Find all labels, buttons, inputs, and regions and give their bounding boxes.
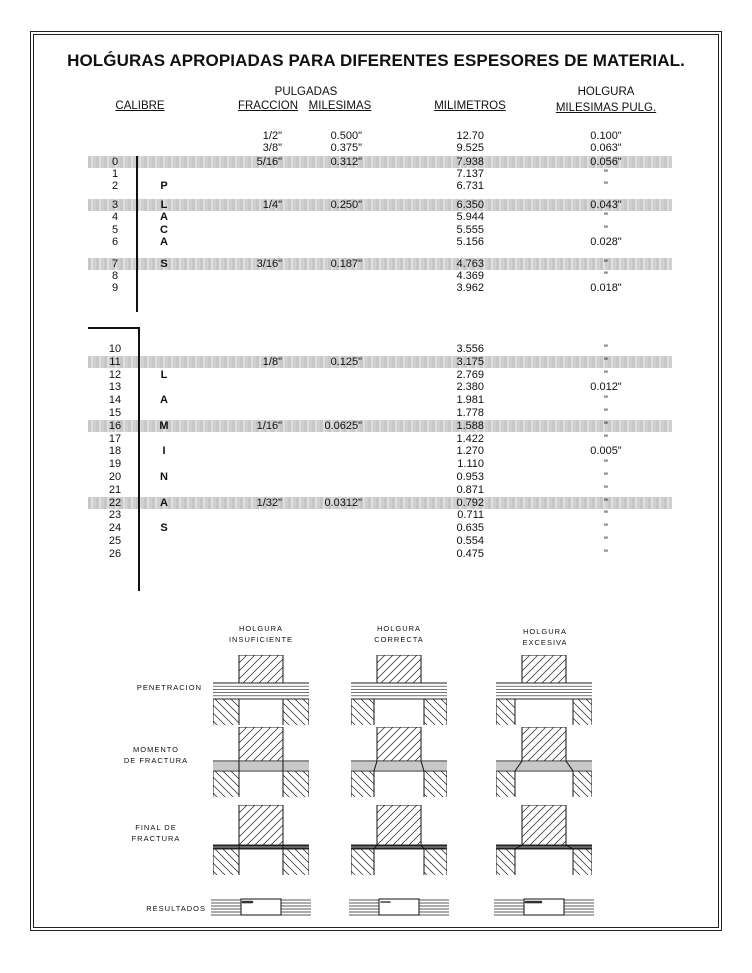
cell-holgura: " [604,407,608,419]
cell-milimetros: 1.270 [456,445,484,458]
cell-fraccion: 5/16" [256,156,282,168]
cell-calibre: 26 [108,547,122,560]
col-label-correcta-line1: HOLGURA [376,624,422,633]
cell-holgura: 0.018" [590,282,622,294]
cell-holgura: " [604,211,608,223]
cell-milimetros: 5.156 [456,236,484,248]
cell-holgura: " [604,535,608,547]
cell-fraccion: 3/8" [262,142,282,154]
cell-milesimas: 0.250" [330,199,362,211]
cell-milimetros: 3.962 [456,282,484,294]
cell-milimetros: 4.763 [456,258,484,270]
cell-calibre: 12 [108,368,122,381]
cell-milimetros: 2.769 [456,368,484,381]
cell-fraccion: 3/16" [256,258,282,270]
diagram-correcta-resultado [349,896,449,918]
cell-milesimas: 0.187" [330,258,362,270]
table-row [0,142,752,154]
cell-letter: M [159,419,169,432]
cell-milesimas: 0.312" [330,156,362,168]
cell-milimetros: 3.175 [456,355,484,368]
cell-fraccion: 1/32" [256,496,282,509]
cell-letter: A [160,496,168,509]
cell-calibre: 1 [111,168,119,180]
cell-calibre: 21 [108,483,122,496]
header-holgura: HOLGURA [577,86,635,98]
cell-milesimas: 0.375" [330,142,362,154]
cell-calibre: 20 [108,471,122,483]
cell-milimetros: 3.556 [456,343,484,355]
cell-milesimas: 0.500" [330,130,362,142]
row-label-final-line1: FINAL DE [135,823,177,832]
cell-calibre: 22 [108,496,122,509]
cell-holgura: " [604,509,608,522]
cell-holgura: 0.100" [590,130,622,142]
cell-milimetros: 7.137 [456,168,484,180]
cell-calibre: 7 [111,258,119,270]
cell-milimetros: 2.380 [456,381,484,394]
diagram-insuficiente-stage-1 [213,655,309,725]
cell-calibre: 6 [111,236,119,248]
cell-milimetros: 1.588 [456,419,484,432]
row-label-final [110,822,202,844]
cell-milesimas: 0.0625" [324,419,362,432]
cell-milimetros: 1.110 [457,458,484,471]
header-milesimas: MILESIMAS [308,100,372,112]
cell-milimetros: 6.731 [456,180,484,192]
cell-calibre: 13 [108,381,122,394]
cell-holgura: " [604,368,608,381]
cell-milimetros: 0.554 [456,535,484,547]
cell-milimetros: 0.635 [456,522,484,535]
page-title: HOLǴURAS APROPIADAS PARA DIFERENTES ESPESORES DE MATERIAL. [67,51,685,70]
cell-holgura: " [604,432,608,445]
cell-letter: P [160,180,168,192]
col-label-insuficiente [216,623,306,645]
diagram-excesiva-stage-2 [496,727,592,797]
col-label-excesiva-line1: HOLGURA [522,627,568,636]
cell-milimetros: 9.525 [456,142,484,154]
cell-letter: C [160,224,168,236]
cell-milimetros: 5.944 [456,211,484,223]
cell-holgura: " [604,355,608,368]
cell-holgura: 0.043" [590,199,622,211]
diagram-insuficiente-resultado [211,896,311,918]
row-label-resultados [110,903,206,914]
cell-calibre: 17 [108,432,122,445]
cell-holgura: " [604,394,608,407]
cell-calibre: 5 [111,224,119,236]
row-label-penetracion-line1: PENETRACION [136,683,202,692]
cell-holgura: " [604,419,608,432]
cell-calibre: 18 [108,445,122,458]
cell-holgura: " [604,258,608,270]
row-label-momento-line2: DE FRACTURA [123,756,189,765]
cell-holgura: 0.028" [590,236,622,248]
diagram-excesiva-stage-3 [496,805,592,875]
cell-milesimas: 0.125" [330,355,362,368]
table-row [0,130,752,142]
cell-milimetros: 1.422 [456,432,484,445]
cell-letter: A [160,211,168,223]
col-label-correcta [354,623,444,645]
cell-milimetros: 6.350 [456,199,484,211]
header-calibre: CALIBRE [115,100,165,112]
cell-milimetros: 1.981 [456,394,484,407]
header-holgura-milesimas: MILESIMAS PULG. [555,102,657,114]
cell-holgura: 0.005" [590,445,622,458]
diagram-correcta-stage-1 [351,655,447,725]
cell-fraccion: 1/4" [262,199,282,211]
row-label-resultados-line1: RESULTADOS [146,904,206,913]
cell-letter: L [160,199,168,211]
cell-letter: I [162,445,166,458]
cell-milimetros: 0.792 [456,496,484,509]
cell-milimetros: 12.70 [456,130,484,142]
cell-milesimas: 0.0312" [324,496,362,509]
cell-milimetros: 0.871 [456,483,484,496]
col-label-insuficiente-line2: INSUFICIENTE [228,635,294,644]
cell-calibre: 10 [108,343,122,355]
placas-bracket [88,156,138,312]
cell-holgura: " [604,471,608,483]
cell-calibre: 14 [108,394,122,407]
cell-calibre: 24 [108,522,122,535]
cell-milimetros: 5.555 [456,224,484,236]
cell-calibre: 4 [111,211,119,223]
cell-letter: A [160,394,168,407]
row-label-penetracion [110,682,202,693]
row-label-momento-line1: MOMENTO [132,745,180,754]
cell-milimetros: 4.369 [456,270,484,282]
cell-calibre: 0 [111,156,119,168]
cell-holgura: " [604,547,608,560]
cell-letter: L [160,368,168,381]
cell-fraccion: 1/16" [256,419,282,432]
diagram-correcta-stage-2 [351,727,447,797]
cell-holgura: " [604,180,608,192]
cell-fraccion: 1/8" [262,355,282,368]
cell-calibre: 2 [111,180,119,192]
header-milimetros: MILIMETROS [434,100,506,112]
header-fraccion: FRACCION [237,100,299,112]
cell-holgura: " [604,522,608,535]
cell-milimetros: 7.938 [456,156,484,168]
cell-calibre: 25 [108,535,122,547]
cell-letter: S [160,258,168,270]
col-label-correcta-line2: CORRECTA [374,635,424,644]
cell-calibre: 11 [109,355,121,368]
cell-fraccion: 1/2" [262,130,282,142]
cell-holgura: " [604,458,608,471]
cell-holgura: " [604,224,608,236]
cell-holgura: " [604,270,608,282]
cell-letter: S [160,522,168,535]
cell-milimetros: 1.778 [456,407,484,419]
cell-calibre: 9 [111,282,119,294]
cell-calibre: 8 [111,270,119,282]
cell-calibre: 3 [111,199,119,211]
col-label-insuficiente-line1: HOLGURA [238,624,284,633]
cell-holgura: " [604,168,608,180]
cell-calibre: 19 [108,458,122,471]
diagram-excesiva-stage-1 [496,655,592,725]
header-pulgadas: PULGADAS [274,86,338,98]
row-label-final-line2: FRACTURA [131,834,181,843]
diagram-excesiva-resultado [494,896,594,918]
cell-calibre: 23 [108,509,122,522]
cell-holgura: " [604,496,608,509]
diagram-correcta-stage-3 [351,805,447,875]
cell-calibre: 15 [108,407,122,419]
laminas-bracket [88,327,140,591]
row-label-momento [110,744,202,766]
cell-holgura: " [604,483,608,496]
cell-milimetros: 0.711 [457,509,484,522]
cell-holgura: 0.012" [590,381,622,394]
diagram-insuficiente-stage-3 [213,805,309,875]
cell-letter: N [160,471,168,483]
col-label-excesiva-line2: EXCESIVA [522,638,568,647]
cell-holgura: 0.063" [590,142,622,154]
cell-milimetros: 0.953 [456,471,484,483]
cell-letter: A [160,236,168,248]
cell-milimetros: 0.475 [456,547,484,560]
cell-holgura: 0.056" [590,156,622,168]
cell-holgura: " [604,343,608,355]
col-label-excesiva [500,626,590,648]
cell-calibre: 16 [108,419,122,432]
diagram-insuficiente-stage-2 [213,727,309,797]
